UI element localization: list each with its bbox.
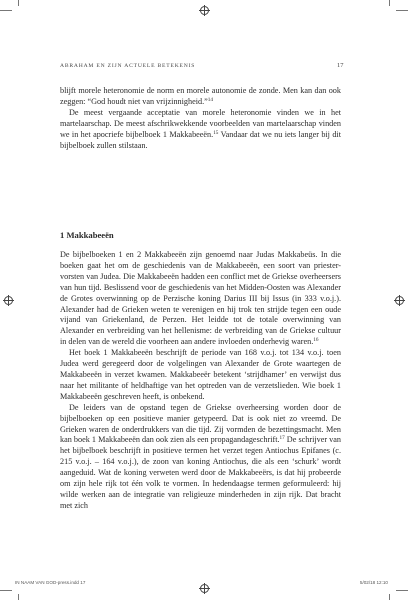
section-text xyxy=(60,250,341,512)
slug-datetime: 5/02/18 12:10 xyxy=(359,580,388,585)
paragraph: De meest vergaande acceptatie van morele heteronomie vinden we in het martelaarschap. De meest afschrikwekkende voorbeelden van martelaarschap vinden we in het apocriefe bijbelboek 1 Makkabeeën.$^{15}$ Vandaar dat we nu iets langer bij dit bijbelboek zullen stilstaan. xyxy=(60,107,341,150)
footnote-ref: 16 xyxy=(313,337,319,344)
paragraph: Het boek 1 Makkabeeën beschrijft de periode van 168 v.o.j. tot 134 v.o.j. toen Judea werd geregeerd door de volgelingen van Alexander de Grote waartegen de Makkabeeën in verzet kwamen. Makkabeeër betekent ‘strijdhamer’ en verwijst dus naar het militante of heldhaftige van het optreden van de verzetslieden. Wie boek 1 Makkabeeën geschreven heeft, is onbekend. xyxy=(60,348,341,401)
crop-mark xyxy=(0,10,12,11)
page-number: 17 xyxy=(337,62,344,69)
crop-mark xyxy=(396,10,408,11)
paragraph: De bijbelboeken 1 en 2 Makkabeeën zijn genoemd naar Judas Makkabeüs. In die boeken gaat het om de geschiedenis van de Makkabeeën, een soort van priester-vorsten van Judea. Die Makkabeeën hadden een conflict met de Griekse overheersers van hun tijd. Beslissend voor de geschiedenis van het Midden-Oosten was Alexander de Grotes overwinning op de Perzische koning Darius III bij Issus (in 333 v.o.j.). Alexander had de Grieken weten te verenigen en hij trok ten strijde tegen een oude vijand van Griekenland, de Perzen. Het leidde tot de totale overwinning van Alexander en verbreiding van het hellenisme: de verbreiding van de Griekse cultuur in delen van de wereld die voorheen aan andere invloeden onderhevig waren.$^{16}$ xyxy=(60,250,341,347)
crop-mark xyxy=(389,594,390,600)
footnote-ref: 14 xyxy=(207,96,213,103)
registration-mark-icon xyxy=(200,6,209,15)
registration-mark-icon xyxy=(4,296,13,305)
crop-mark xyxy=(0,590,12,591)
paragraph: blijft morele heteronomie de norm en morele autonomie de zonde. Men kan dan ook zeggen: “God houdt niet van vrijzinnigheid.”$^{14}$ xyxy=(60,86,341,106)
footnote-ref: 17 xyxy=(279,435,285,442)
slug-file: IN NAAM VAN GOD-press.indd 17 xyxy=(15,580,86,585)
running-head: ABRAHAM EN ZIJN ACTUELE BETEKENIS xyxy=(60,63,196,69)
registration-mark-icon xyxy=(395,296,404,305)
crop-mark xyxy=(18,0,19,6)
footnote-ref: 15 xyxy=(213,129,219,136)
section-heading: 1 Makkabeeën xyxy=(60,230,114,240)
crop-mark xyxy=(389,0,390,6)
paragraph: De leiders van de opstand tegen de Griekse overheersing worden door de bijbelboeken op een positieve manier getypeerd. Dat is ook niet zo vreemd. De Grieken waren de onderdrukkers van die tijd. Zij vormden de bezettingsmacht. Men kan boek 1 Makkabeeën dan ook zien als een propagandageschrift.$^{17}$ De schrijver van het bijbelboek beschrijft in positieve termen het verzet tegen Antiochus Epifanes (c. 215 v.o.j. – 164 v.o.j.), de zoon van koning Antiochus, die als een ‘schurk’ wordt aangeduid. Wat de koning verweten werd door de Makkabeeërs, is dat hij probeerde om zijn hele rijk tot één volk te vormen. In hedendaagse termen geformuleerd: hij wilde werken aan de integratie van religieuze minderheden in zijn rijk. Dat bracht met zich xyxy=(60,402,341,510)
intro-text xyxy=(60,86,341,151)
crop-mark xyxy=(396,590,408,591)
crop-mark xyxy=(18,594,19,600)
registration-mark-icon xyxy=(200,584,209,593)
